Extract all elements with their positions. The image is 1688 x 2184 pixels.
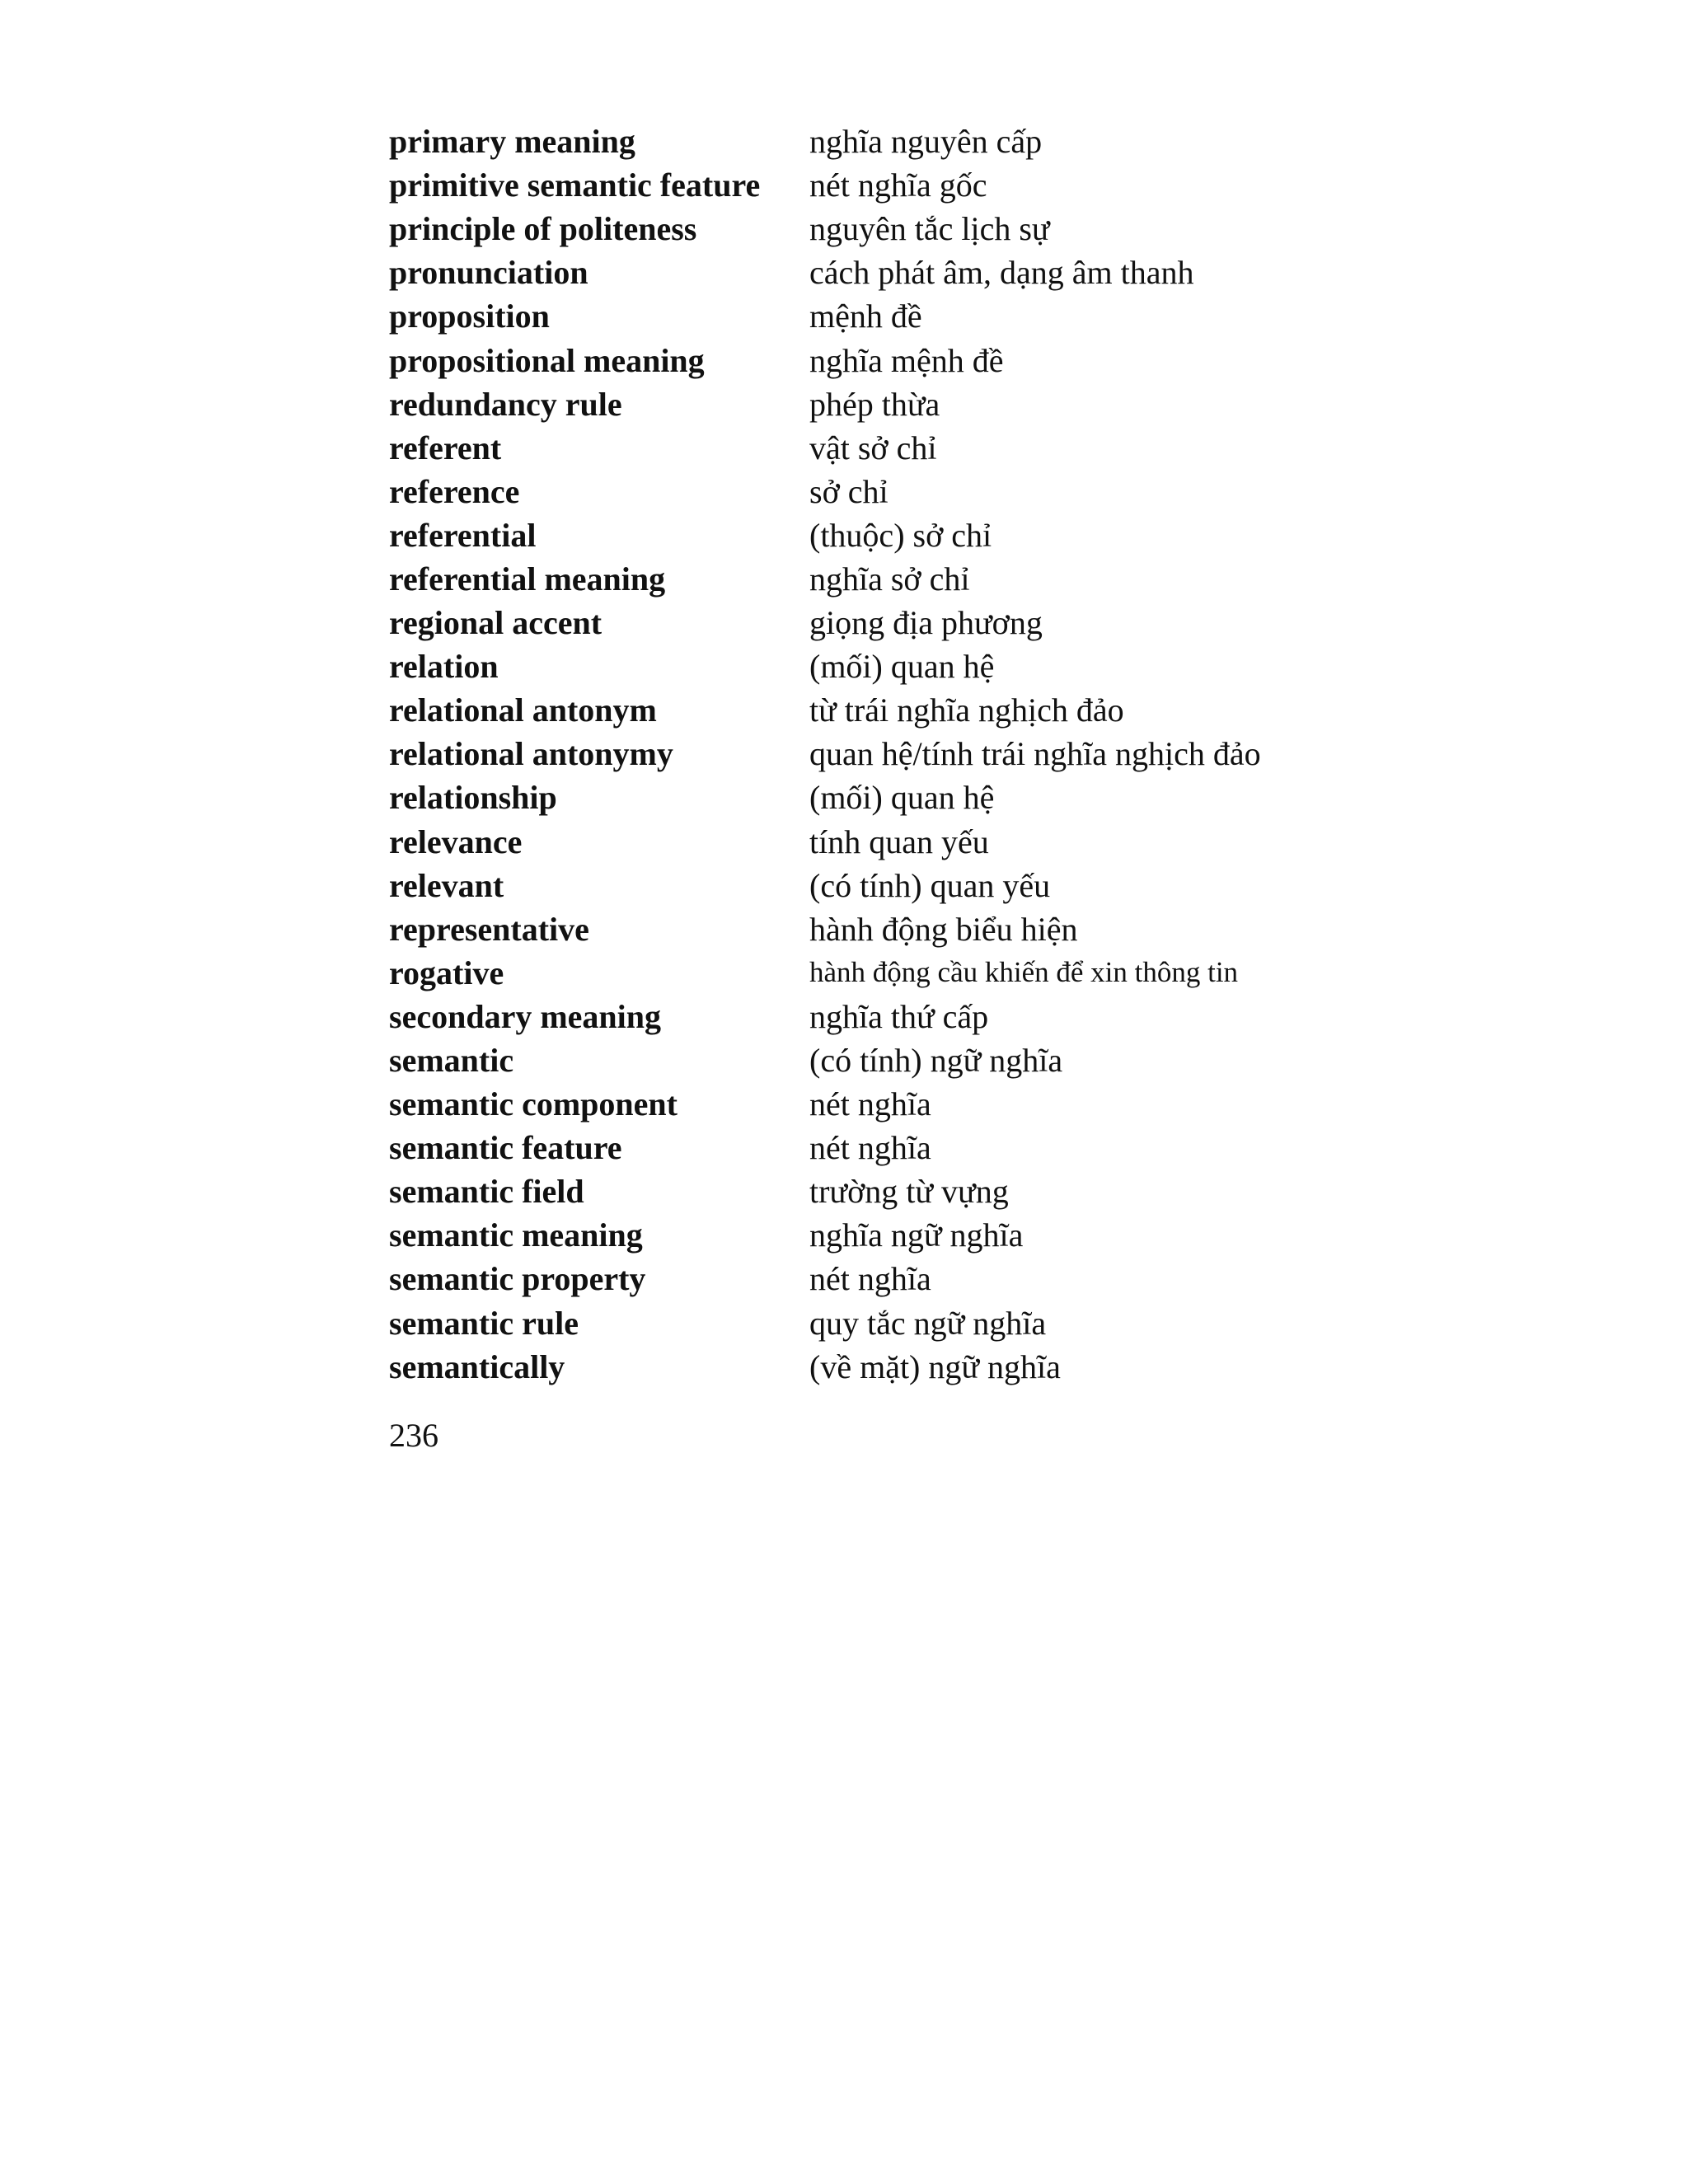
glossary-entry bbox=[389, 338, 1261, 382]
glossary-entry bbox=[389, 820, 1261, 864]
glossary-entry bbox=[389, 776, 1261, 819]
entry-term: semantic component bbox=[389, 1085, 678, 1123]
entry-gloss: quan hệ/tính trái nghĩa nghịch đảo bbox=[809, 735, 1261, 773]
entry-term: pronunciation bbox=[389, 254, 588, 292]
entry-gloss: (có tính) ngữ nghĩa bbox=[809, 1042, 1063, 1080]
entry-gloss: hành động cầu khiến để xin thông tin bbox=[809, 956, 1239, 989]
entry-term: secondary meaning bbox=[389, 997, 661, 1035]
entry-term: proposition bbox=[389, 298, 550, 335]
entry-gloss: mệnh đề bbox=[809, 298, 922, 335]
entry-gloss: vật sở chỉ bbox=[809, 429, 937, 466]
glossary-entry bbox=[389, 557, 1261, 601]
entry-gloss: sở chỉ bbox=[809, 472, 889, 510]
entry-term: relational antonym bbox=[389, 691, 657, 729]
entry-gloss: nét nghĩa bbox=[809, 1129, 931, 1167]
entry-gloss: nét nghĩa bbox=[809, 1260, 931, 1298]
glossary-entry bbox=[389, 864, 1261, 907]
entry-term: redundancy rule bbox=[389, 385, 622, 423]
entry-gloss: (về mặt) ngữ nghĩa bbox=[809, 1347, 1061, 1385]
entry-term: primary meaning bbox=[389, 123, 635, 161]
entry-gloss: nét nghĩa gốc bbox=[809, 166, 987, 204]
entry-term: semantic bbox=[389, 1042, 514, 1080]
entry-term: referential meaning bbox=[389, 560, 666, 598]
entry-term: relational antonymy bbox=[389, 735, 673, 773]
entry-gloss: giọng địa phương bbox=[809, 604, 1043, 642]
glossary-entry bbox=[389, 513, 1261, 557]
entry-term: referent bbox=[389, 429, 502, 466]
entry-term: semantic field bbox=[389, 1173, 584, 1211]
glossary-entry bbox=[389, 1082, 1261, 1126]
entry-term: relationship bbox=[389, 779, 557, 817]
glossary-entry bbox=[389, 1345, 1261, 1389]
page-number: 236 bbox=[389, 1417, 438, 1454]
entry-term: relevance bbox=[389, 823, 523, 860]
glossary-entry bbox=[389, 120, 1261, 163]
glossary-entry bbox=[389, 1257, 1261, 1301]
entry-gloss: nghĩa thứ cấp bbox=[809, 997, 989, 1035]
entry-term: semantic feature bbox=[389, 1129, 622, 1167]
entry-term: semantic property bbox=[389, 1260, 646, 1298]
entry-gloss: quy tắc ngữ nghĩa bbox=[809, 1304, 1047, 1342]
entry-term: regional accent bbox=[389, 604, 603, 642]
entry-gloss: nghĩa nguyên cấp bbox=[809, 123, 1043, 161]
glossary-entry bbox=[389, 294, 1261, 338]
glossary-entry bbox=[389, 1213, 1261, 1257]
entry-term: relation bbox=[389, 648, 499, 686]
entry-term: representative bbox=[389, 910, 589, 948]
entry-term: relevant bbox=[389, 866, 504, 904]
entry-gloss: từ trái nghĩa nghịch đảo bbox=[809, 691, 1124, 729]
glossary-entry bbox=[389, 251, 1261, 294]
glossary-entry bbox=[389, 207, 1261, 251]
glossary-entry bbox=[389, 382, 1261, 426]
entry-term: principle of politeness bbox=[389, 210, 697, 248]
glossary-entry bbox=[389, 1301, 1261, 1345]
glossary-entry bbox=[389, 951, 1261, 995]
entry-gloss: nguyên tắc lịch sự bbox=[809, 210, 1050, 248]
glossary-entry bbox=[389, 644, 1261, 688]
glossary-entry bbox=[389, 1126, 1261, 1169]
glossary-list bbox=[389, 120, 1261, 1389]
entry-gloss: trường từ vựng bbox=[809, 1173, 1009, 1211]
entry-gloss: tính quan yếu bbox=[809, 823, 989, 860]
glossary-entry bbox=[389, 732, 1261, 776]
entry-gloss: nghĩa mệnh đề bbox=[809, 341, 1004, 379]
glossary-entry bbox=[389, 1038, 1261, 1082]
glossary-entry bbox=[389, 470, 1261, 513]
entry-term: reference bbox=[389, 472, 520, 510]
entry-term: propositional meaning bbox=[389, 341, 705, 379]
entry-gloss: (có tính) quan yếu bbox=[809, 866, 1051, 904]
entry-gloss: nghĩa ngữ nghĩa bbox=[809, 1216, 1024, 1254]
entry-term: semantic rule bbox=[389, 1304, 579, 1342]
glossary-entry bbox=[389, 426, 1261, 470]
glossary-entry bbox=[389, 163, 1261, 207]
entry-gloss: nét nghĩa bbox=[809, 1085, 931, 1123]
entry-gloss: nghĩa sở chỉ bbox=[809, 560, 970, 598]
entry-term: referential bbox=[389, 516, 537, 554]
entry-gloss: (mối) quan hệ bbox=[809, 648, 995, 686]
entry-gloss: cách phát âm, dạng âm thanh bbox=[809, 254, 1194, 292]
glossary-entry bbox=[389, 995, 1261, 1038]
entry-gloss: hành động biểu hiện bbox=[809, 910, 1078, 948]
glossary-entry bbox=[389, 601, 1261, 644]
entry-term: semantically bbox=[389, 1347, 565, 1385]
entry-gloss: (thuộc) sở chỉ bbox=[809, 516, 992, 554]
entry-term: semantic meaning bbox=[389, 1216, 643, 1254]
entry-term: primitive semantic feature bbox=[389, 166, 761, 204]
entry-gloss: phép thừa bbox=[809, 385, 940, 423]
entry-term: rogative bbox=[389, 954, 504, 991]
glossary-entry bbox=[389, 907, 1261, 951]
glossary-entry bbox=[389, 688, 1261, 732]
glossary-entry bbox=[389, 1169, 1261, 1213]
entry-gloss: (mối) quan hệ bbox=[809, 779, 995, 817]
